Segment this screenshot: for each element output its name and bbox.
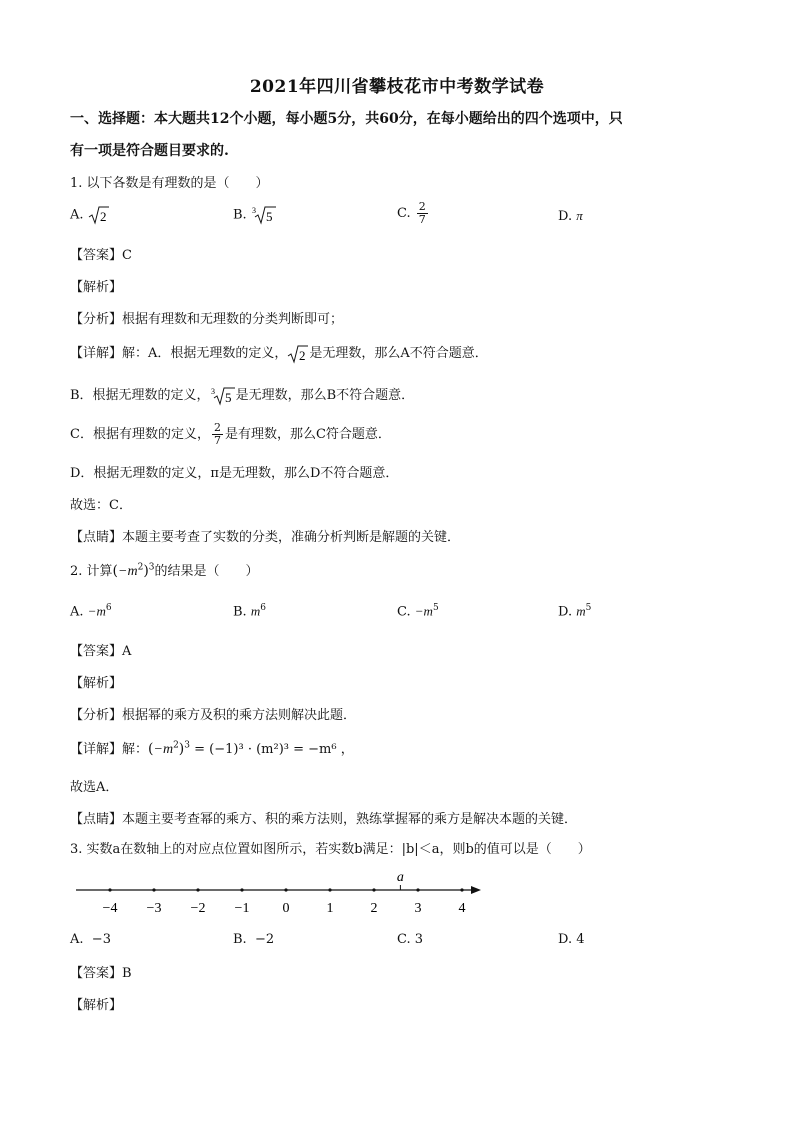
axis-arrow-icon bbox=[471, 886, 481, 894]
q1-fenxi: 【分析】根据有理数和无理数的分类判断即可； bbox=[70, 312, 344, 327]
q1-option-b bbox=[233, 205, 277, 225]
sqrt-symbol bbox=[287, 344, 309, 364]
section-heading-line1: 一、选择题：本大题共12个小题，每小题5分，共60分，在每小题给出的四个选项中，只 bbox=[70, 111, 623, 127]
q2-dianjing: 【点睛】本题主要考查幂的乘方、积的乘方法则，熟练掌握幂的乘方是解决本题的关键． bbox=[70, 812, 578, 827]
number-line-figure bbox=[70, 870, 490, 916]
option-label: D. bbox=[558, 209, 573, 224]
q1-answer: 【答案】C bbox=[70, 248, 132, 263]
svg-text:2: 2 bbox=[299, 347, 306, 363]
q3-option-d: D. 4 bbox=[558, 932, 585, 947]
cube-root-symbol bbox=[210, 386, 236, 406]
tick-label: −1 bbox=[234, 901, 250, 916]
q3-analysis-tag: 【解析】 bbox=[70, 998, 123, 1013]
svg-text:5: 5 bbox=[224, 389, 232, 405]
pi-value: π bbox=[576, 208, 583, 223]
tick-mark bbox=[372, 888, 375, 891]
page-title: 2021年四川省攀枝花市中考数学试卷 bbox=[249, 77, 545, 97]
q1-detail-c: C．根据有理数的定义， $\frac{2}{7}$ 是有理数，那么C符合题意． bbox=[70, 421, 391, 447]
tick-label: 2 bbox=[370, 901, 378, 916]
power-expression: $(-m^2)^3$ bbox=[112, 562, 155, 579]
q3-option-a: A. −3 bbox=[70, 932, 111, 947]
q2-analysis-tag: 【解析】 bbox=[70, 676, 123, 691]
point-a-group bbox=[397, 870, 404, 890]
point-a-label: a bbox=[396, 870, 404, 885]
q1-option-c bbox=[397, 201, 430, 226]
tick-label: −3 bbox=[146, 901, 162, 916]
tick-mark bbox=[284, 888, 287, 891]
tick-mark bbox=[240, 888, 243, 891]
q1-detail-a: 【详解】解：A．根据无理数的定义， 2 是无理数，那么A不符合题意． bbox=[70, 342, 488, 364]
q1-detail-d: D．根据无理数的定义，π是无理数，那么D不符合题意． bbox=[70, 466, 399, 481]
tick-label: −4 bbox=[102, 901, 118, 916]
tick-mark bbox=[328, 888, 331, 891]
tick-group bbox=[103, 888, 466, 916]
q1-option-d bbox=[558, 208, 583, 224]
fraction: $\frac{2}{7}$ bbox=[418, 200, 426, 226]
q2-option-a: A. $-m^6$ bbox=[70, 603, 112, 620]
tick-mark bbox=[196, 888, 199, 891]
q3-answer: 【答案】B bbox=[70, 966, 132, 981]
q2-detail: 【详解】解：$(-m^2)^3 = (-1)^3 \cdot (m^2)^3 = -m^6$ ， bbox=[70, 740, 354, 757]
tick-mark bbox=[460, 888, 463, 891]
q3-option-c: C. 3 bbox=[397, 932, 424, 947]
q3-stem: 3. 实数a在数轴上的对应点位置如图所示，若实数b满足：|b|＜a，则b的值可以是（ ） bbox=[70, 842, 591, 857]
option-label: A. bbox=[70, 207, 84, 223]
q2-option-b: B. $m^6$ bbox=[233, 603, 266, 620]
section-heading-line2: 有一项是符合题目要求的. bbox=[70, 143, 229, 159]
cube-root-symbol bbox=[251, 205, 277, 225]
radicand: 5 bbox=[265, 209, 273, 224]
svg-text:3: 3 bbox=[210, 386, 215, 396]
q1-stem: 1. 以下各数是有理数的是（ ） bbox=[70, 176, 269, 191]
q1-dianjing: 【点睛】本题主要考查了实数的分类，准确分析判断是解题的关键． bbox=[70, 530, 461, 545]
tick-label: 1 bbox=[326, 901, 334, 916]
tick-mark bbox=[108, 888, 111, 891]
sqrt-symbol bbox=[88, 205, 110, 225]
q2-option-c: C. $-m^5$ bbox=[397, 603, 439, 620]
tick-label: 3 bbox=[414, 901, 422, 916]
q2-fenxi: 【分析】根据幂的乘方及积的乘方法则解决此题． bbox=[70, 708, 357, 723]
q1-detail-b: B．根据无理数的定义， 3 5 是无理数，那么B不符合题意． bbox=[70, 386, 415, 405]
q1-analysis-tag: 【解析】 bbox=[70, 280, 123, 295]
q1-option-a bbox=[70, 205, 110, 225]
tick-label: −2 bbox=[190, 901, 206, 916]
q1-choose: 故选：C． bbox=[70, 498, 132, 513]
q2-stem: 2. 计算$(-m^2)^3$的结果是（ ） bbox=[70, 562, 259, 579]
q2-choose: 故选A． bbox=[70, 780, 119, 795]
tick-label: 0 bbox=[282, 901, 290, 916]
q2-answer: 【答案】A bbox=[70, 644, 132, 659]
root-index: 3 bbox=[251, 206, 256, 215]
fraction: $\frac{2}{7}$ bbox=[213, 421, 221, 447]
power-expression: $(-m^2)^3$ bbox=[148, 740, 190, 757]
radicand: 2 bbox=[99, 209, 107, 224]
tick-mark bbox=[152, 888, 155, 891]
option-label: C. bbox=[397, 206, 411, 221]
q2-option-d: D. $m^5$ bbox=[558, 603, 592, 620]
option-label: B. bbox=[233, 207, 247, 223]
tick-label: 4 bbox=[458, 901, 466, 916]
tick-mark bbox=[416, 888, 419, 891]
q3-option-b: B. −2 bbox=[233, 932, 275, 947]
